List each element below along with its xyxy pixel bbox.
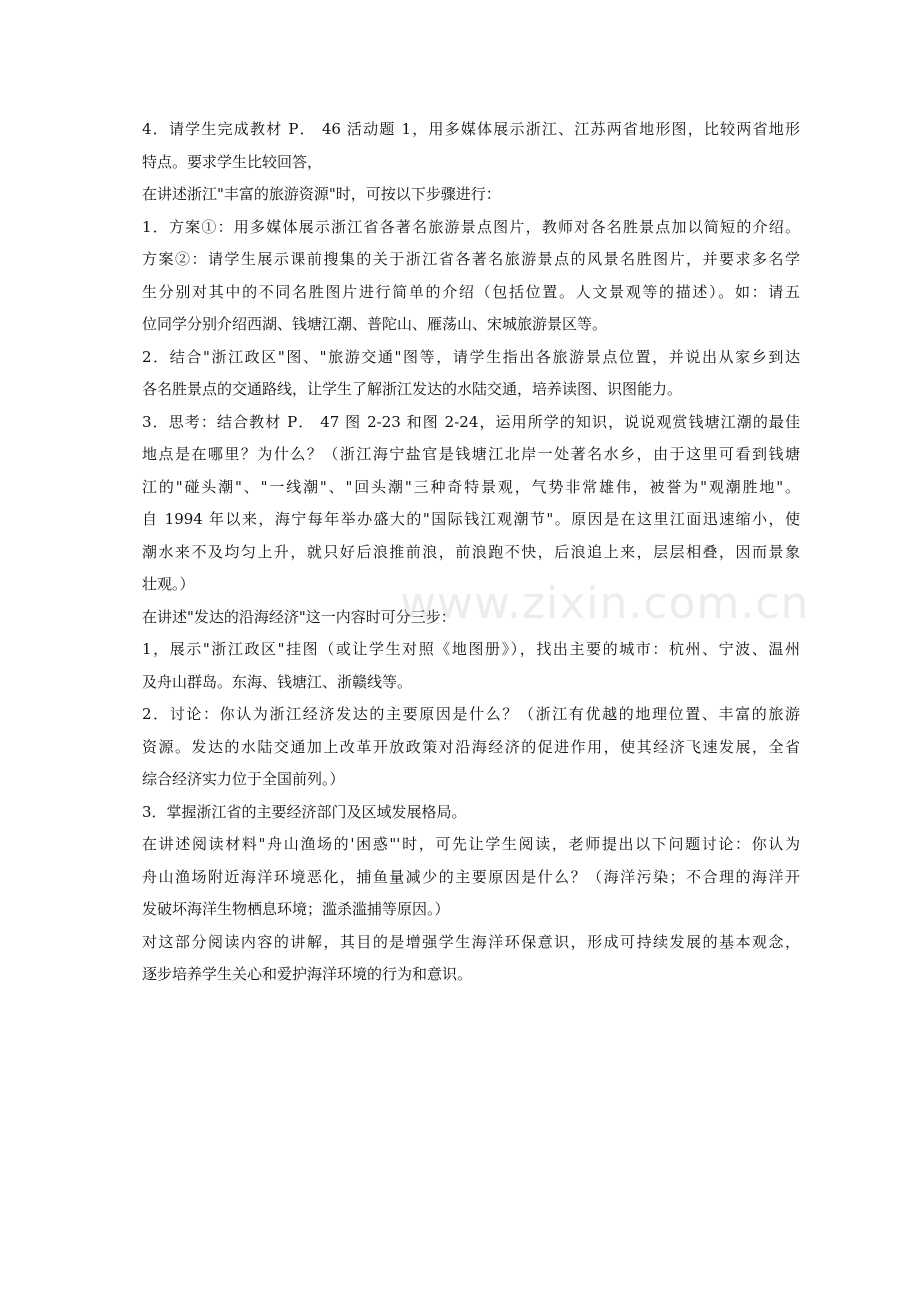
text-line: 4．请学生完成教材 P． 46 活动题 1，用多媒体展示浙江、江苏两省地形图，比较两省地形: [142, 120, 800, 138]
text-line: 对这部分阅读内容的讲解，其目的是增强学生海洋环保意识，形成可持续发展的基本观念，: [142, 932, 800, 951]
text-line: 及舟山群岛。东海、钱塘江、浙赣线等。: [142, 672, 413, 691]
text-line: 壮观。）: [142, 575, 195, 593]
text-line: 综合经济实力位于全国前列。）: [142, 770, 345, 788]
text-line: 舟山渔场附近海洋环境恶化，捕鱼量减少的主要原因是什么？（海洋污染；不合理的海洋开: [142, 867, 800, 886]
text-line: 各名胜景点的交通路线，让学生了解浙江发达的水陆交通，培养读图、识图能力。: [142, 380, 683, 398]
text-line: 江的"碰头潮"、"一线潮"、"回头潮"三种奇特景观，气势非常雄伟，被誉为"观潮胜地"。: [142, 477, 800, 496]
watermark: www.zixin.com.cn: [400, 578, 810, 629]
text-line: 位同学分别介绍西湖、钱塘江潮、普陀山、雁荡山、宋城旅游景区等。: [142, 315, 608, 333]
text-line: 地点是在哪里？为什么？（浙江海宁盐官是钱塘江北岸一处著名水乡，由于这里可看到钱塘: [142, 445, 800, 463]
text-line: 3．掌握浙江省的主要经济部门及区域发展格局。: [142, 802, 467, 821]
text-line: 3．思考：结合教材 P． 47 图 2-23 和图 2-24，运用所学的知识，说说观赏钱塘江潮的最佳: [142, 412, 800, 431]
text-line: 2．讨论：你认为浙江经济发达的主要原因是什么？（浙江有优越的地理位置、丰富的旅游: [142, 705, 800, 723]
text-line: 特点。要求学生比较回答，: [142, 152, 323, 171]
text-line: 在讲述"发达的沿海经济"这一内容时可分三步：: [142, 607, 456, 626]
text-line: 1，展示"浙江政区"挂图（或让学生对照《地图册》），找出主要的城市：杭州、宁波、温州: [142, 640, 800, 658]
text-line: 2．结合"浙江政区"图、"旅游交通"图等，请学生指出各旅游景点位置，并说出从家乡到达: [142, 347, 800, 366]
text-line: 在讲述阅读材料"舟山渔场的'困惑"'时，可先让学生阅读，老师提出以下问题讨论：你认为: [142, 835, 800, 853]
text-line: 资源。发达的水陆交通加上改革开放政策对沿海经济的促进作用，使其经济飞速发展，全省: [142, 737, 800, 756]
text-line: 方案②：请学生展示课前搜集的关于浙江省各著名旅游景点的风景名胜图片，并要求多名学: [142, 250, 800, 268]
text-line: 自 1994 年以来，海宁每年举办盛大的"国际钱江观潮节"。原因是在这里江面迅速缩小，使: [142, 510, 800, 528]
text-line: 1．方案①：用多媒体展示浙江省各著名旅游景点图片，教师对各名胜景点加以简短的介绍。: [142, 217, 800, 236]
text-line: 生分别对其中的不同名胜图片进行简单的介绍（包括位置。人文景观等的描述）。如：请五: [142, 282, 800, 301]
text-line: 潮水来不及均匀上升，就只好后浪推前浪，前浪跑不快，后浪追上来，层层相叠，因而景象: [142, 542, 800, 561]
document-body: [142, 113, 800, 991]
text-line: 发破坏海洋生物栖息环境；滥杀滥捕等原因。）: [142, 900, 450, 918]
text-line: 在讲述浙江"丰富的旅游资源"时，可按以下步骤进行：: [142, 185, 501, 203]
text-line: 逐步培养学生关心和爱护海洋环境的行为和意识。: [142, 965, 473, 983]
